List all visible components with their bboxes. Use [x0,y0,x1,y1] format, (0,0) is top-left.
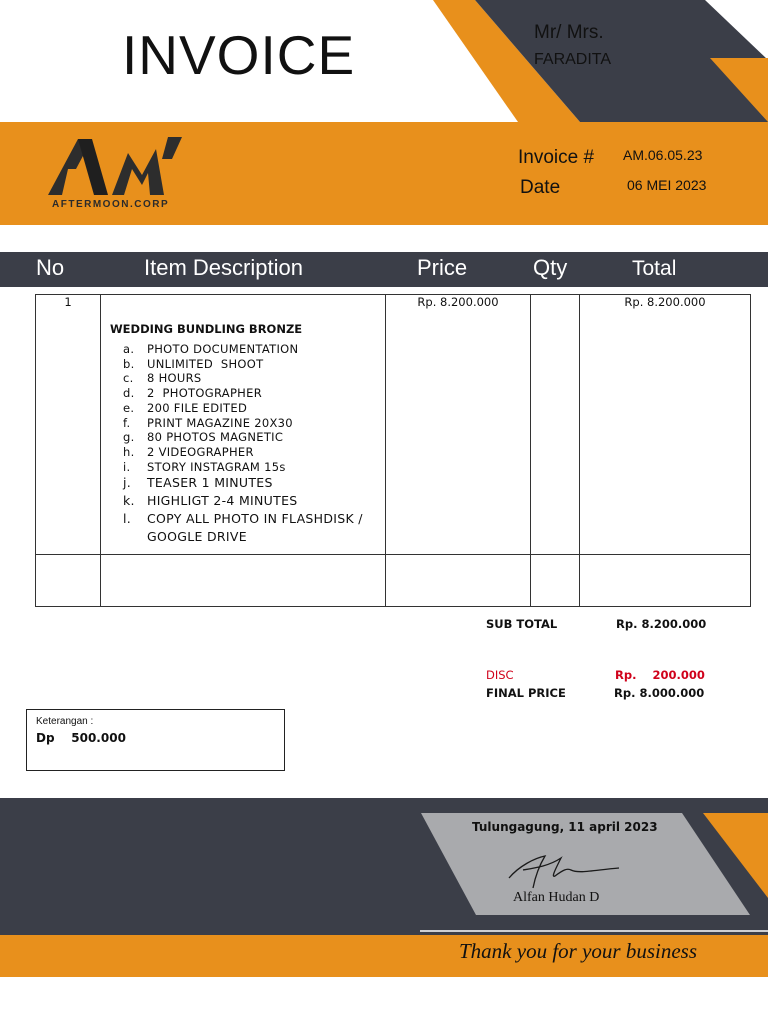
list-item: g. 80 PHOTOS MAGNETIC [123,430,284,445]
list-item: a. PHOTO DOCUMENTATION [123,342,299,356]
invoice-title: INVOICE [122,24,356,86]
final-price-label: FINAL PRICE [486,686,566,700]
logo-text: AFTERMOON.CORP [52,199,170,210]
empty-cell [580,555,751,607]
list-item: k. HIGHLIGT 2-4 MINUTES [123,493,298,509]
list-item: b. UNLIMITED SHOOT [123,356,264,371]
item-qty [531,295,580,555]
signer-name: Alfan Hudan D [513,890,600,905]
item-total: Rp. 8.200.000 [580,295,751,555]
empty-cell [101,555,386,607]
list-item: d. 2 PHOTOGRAPHER [123,386,262,401]
client-label: Mr/ Mrs. [534,22,604,43]
signature-icon [505,848,625,890]
col-header-description: Item Description [144,255,303,280]
list-item: j. TEASER 1 MINUTES [123,475,273,491]
note-value: Dp 500.000 [36,731,126,745]
subtotal-label: SUB TOTAL [486,617,558,631]
empty-cell [36,555,101,607]
client-name: FARADITA [534,51,612,68]
date-label: Date [520,177,561,198]
list-item: e. 200 FILE EDITED [123,400,248,415]
col-header-qty: Qty [533,255,568,280]
col-header-no: No [36,255,65,280]
subtotal-value: Rp. 8.200.000 [616,617,707,631]
place-date: Tulungagung, 11 april 2023 [472,820,658,834]
table-row-empty [36,555,751,607]
aftermoon-logo-icon [46,135,186,197]
item-price: Rp. 8.200.000 [386,295,531,555]
item-description [101,295,386,555]
list-item: h. 2 VIDEOGRAPHER [123,444,254,459]
item-no: 1 [36,295,101,555]
list-item: f. PRINT MAGAZINE 20X30 [123,415,293,430]
col-header-total: Total [632,257,677,280]
list-item: i. STORY INSTAGRAM 15s [123,459,286,474]
table-row [36,295,751,555]
empty-cell [386,555,531,607]
items-table [35,294,751,607]
list-item: l. COPY ALL PHOTO IN FLASHDISK / GOOGLE DRIVE [123,511,363,545]
empty-cell [531,555,580,607]
invoice-date: 06 MEI 2023 [627,177,707,193]
package-items [101,342,385,554]
invoice-number: AM.06.05.23 [623,147,703,163]
disc-value: Rp. 200.000 [615,668,705,682]
disc-label: DISC [486,668,514,682]
final-price-value: Rp. 8.000.000 [614,686,705,700]
col-header-price: Price [417,255,468,280]
thank-you-message: Thank you for your business [459,939,697,963]
list-item: c. 8 HOURS [123,371,202,386]
note-label: Keterangan : [36,716,94,727]
invoice-number-label: Invoice # [518,147,595,168]
package-name: WEDDING BUNDLING BRONZE [110,322,303,336]
